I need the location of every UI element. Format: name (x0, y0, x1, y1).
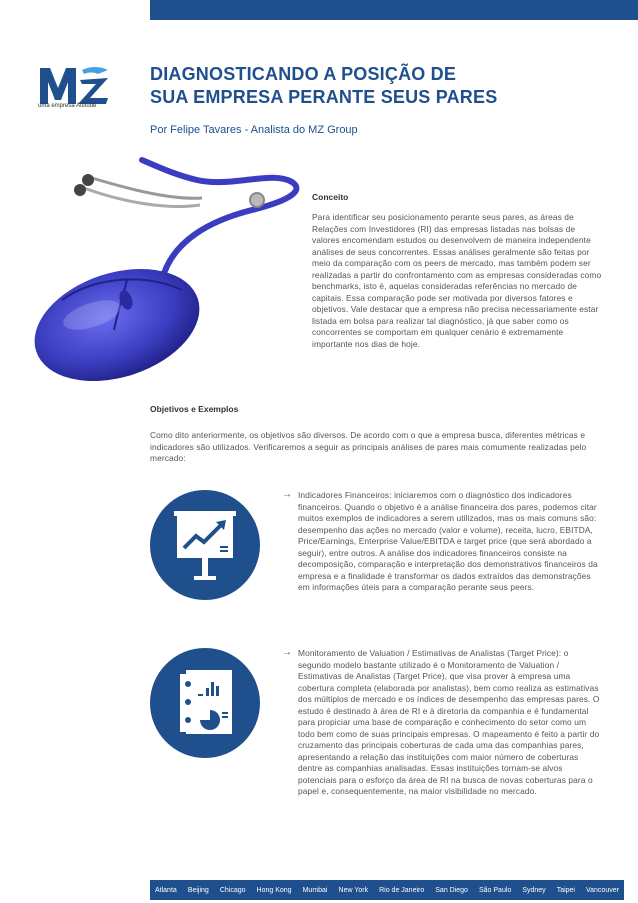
footer-city: San Diego (435, 886, 468, 894)
arrow-right-icon: → (282, 647, 292, 658)
list-item-text: Indicadores Financeiros: iniciaremos com o diagnóstico dos indicadores financeiros. Quando o objetivo é a análise financeira dos pares, podemos citar muitos exemplos de indicadores a serem utilizados, mas os mais comuns são: desempenho das ações no mercado (valor e volume), receita, lucro, EBITDA, Price/Earnings, Enterprise Value/EBITDA e target price (que será abordado a seguir), entre outros. A análise dos indicadores financeiros consiste na decomposição, comparação e interpretação dos demonstrativos financeiros da empresa e a finalidade é transformar os dados extraídos das demonstrações em informações úteis para a comparação perante seus peers. (298, 490, 598, 592)
title-line-1: DIAGNOSTICANDO A POSIÇÃO DE (150, 64, 457, 84)
report-folder-icon (150, 648, 260, 758)
arrow-right-icon: → (282, 489, 292, 500)
footer-city: Atlanta (155, 886, 177, 894)
footer-city: Sydney (522, 886, 546, 894)
stethoscope-mouse-image (22, 150, 312, 385)
footer-city: Mumbai (302, 886, 328, 894)
concept-body: Para identificar seu posicionamento perante seus pares, as áreas de Relações com Investidores (RI) das empresas listadas nas bolsas de valores encomendam estudos ou desenvolvem de maneira independente análises de seus concorrentes. Essas análises geralmente são feitas por meio da comparação com os peers de mercado, mas também podem ser realizadas a partir do confrontamento com as empresas consideradas como benchmarks, isto é, aquelas consideradas referências no mercado de capitais. Essa comparação pode ser motivada por diversos fatores e objetivos. Vale destacar que a empresa não precisa necessariamente estar listada em bolsa para realizar tal diagnóstico, já que saber como os concorrentes se comportam em qualquer cenário é extremamente importante nos dias de hoje. (312, 212, 602, 349)
title-line-2: SUA EMPRESA PERANTE SEUS PARES (150, 87, 498, 107)
footer-city: Hong Kong (256, 886, 292, 894)
objectives-intro: Como dito anteriormente, os objetivos são diversos. De acordo com o que a empresa busca, diferentes métricas e indicadores são utilizados. Verificaremos a seguir as principais análises de pares mais comumente realizadas pelo mercado: (150, 430, 587, 463)
footer-city: Rio de Janeiro (379, 886, 425, 894)
concept-section (312, 192, 604, 350)
author-byline: Por Felipe Tavares - Analista do MZ Group (150, 124, 358, 136)
footer-city: Vancouver (586, 886, 619, 894)
concept-heading: Conceito (312, 192, 349, 202)
objectives-heading: Objetivos e Exemplos (150, 404, 239, 414)
page-title (150, 63, 610, 109)
footer-city: São Paulo (478, 886, 512, 894)
list-item-text: Monitoramento de Valuation / Estimativas de Analistas (Target Price): o segundo modelo bastante utilizado é o Monitoramento de Valuation / Estimativas de Analistas (Target Price), que visa prover à empresa uma cobertura completa (elaborada por analistas), bem como realiza as estimativas dos múltiplos de mercado e os índices de desempenho das empresas pares. O estudo é destinado à área de RI e à diretoria da companhia e é fundamental para propiciar uma base de comparação e conhecimento do setor como um todo bem como de suas principais empresas. O mapeamento é feito a partir do cruzamento das principais coberturas de cada uma das companhias pares, apresentando a relação das instituições com maior número de coberturas dentre as companhias analisadas. Essas instituições tornam-se alvos potenciais para o esforço da área de RI na busca de novas coberturas para o papel e, consequentemente, na maior visibilidade no mercado. (298, 648, 600, 796)
list-item-valuation-monitoring (282, 648, 602, 798)
footer-cities-bar (150, 880, 624, 900)
logo-tagline: uma empresa Attitude (38, 103, 97, 109)
presentation-chart-icon (150, 490, 260, 600)
top-color-bar (150, 0, 638, 20)
footer-city: New York (338, 886, 369, 894)
footer-city: Beijing (187, 886, 209, 894)
footer-city: Taipei (556, 886, 575, 894)
footer-city: Chicago (219, 886, 246, 894)
list-item-financial-indicators (282, 490, 602, 594)
